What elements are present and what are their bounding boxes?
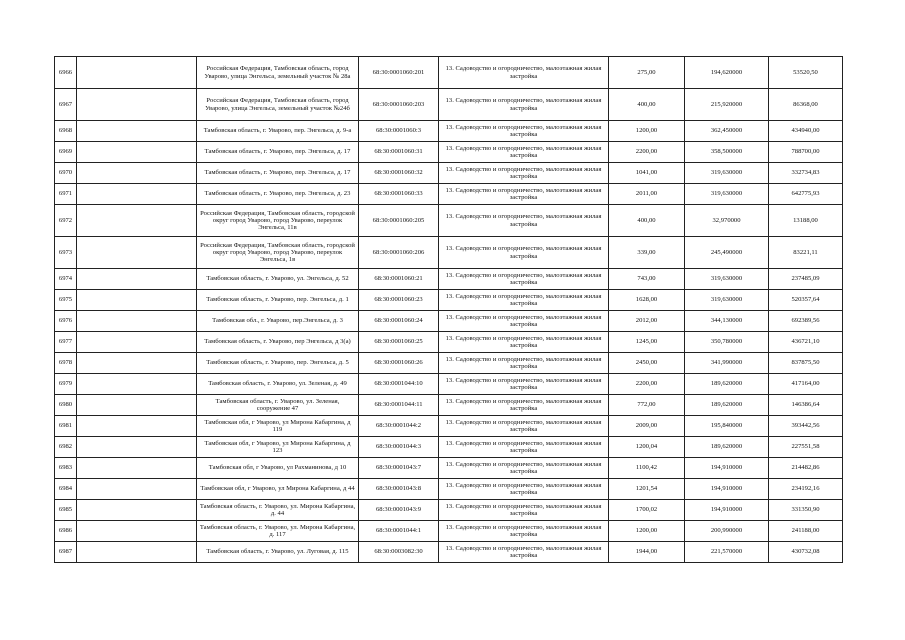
specific-value-cell: 200,990000 bbox=[685, 521, 769, 542]
table-row bbox=[55, 290, 843, 311]
row-number-cell: 6976 bbox=[55, 311, 77, 332]
cadastral-number-cell: 68:30:0001060:24 bbox=[359, 311, 439, 332]
cadastral-value-cell: 331350,90 bbox=[769, 500, 843, 521]
row-number-cell: 6984 bbox=[55, 479, 77, 500]
row-number-cell: 6987 bbox=[55, 542, 77, 563]
table-row bbox=[55, 395, 843, 416]
specific-value-cell: 221,570000 bbox=[685, 542, 769, 563]
land-use-cell: 13. Садоводство и огородничество, малоэтажная жилая застройка bbox=[439, 205, 609, 237]
row-number-cell: 6973 bbox=[55, 237, 77, 269]
land-use-cell: 13. Садоводство и огородничество, малоэтажная жилая застройка bbox=[439, 237, 609, 269]
cadastral-value-cell: 234192,16 bbox=[769, 479, 843, 500]
area-cell: 1201,54 bbox=[609, 479, 685, 500]
land-use-cell: 13. Садоводство и огородничество, малоэтажная жилая застройка bbox=[439, 353, 609, 374]
address-cell: Тамбовская область, г. Уварово, пер. Энгельса, д. 9-а bbox=[197, 121, 359, 142]
blank-cell bbox=[77, 121, 197, 142]
cadastral-value-cell: 83221,11 bbox=[769, 237, 843, 269]
row-number-cell: 6986 bbox=[55, 521, 77, 542]
blank-cell bbox=[77, 542, 197, 563]
table-row bbox=[55, 237, 843, 269]
row-number-cell: 6980 bbox=[55, 395, 77, 416]
row-number-cell: 6978 bbox=[55, 353, 77, 374]
row-number-cell: 6982 bbox=[55, 437, 77, 458]
cadastral-number-cell: 68:30:0001060:33 bbox=[359, 184, 439, 205]
cadastral-number-cell: 68:30:0001043:9 bbox=[359, 500, 439, 521]
area-cell: 2012,00 bbox=[609, 311, 685, 332]
specific-value-cell: 319,630000 bbox=[685, 184, 769, 205]
specific-value-cell: 350,780000 bbox=[685, 332, 769, 353]
cadastral-number-cell: 68:30:0001060:25 bbox=[359, 332, 439, 353]
area-cell: 1200,00 bbox=[609, 521, 685, 542]
table-row bbox=[55, 479, 843, 500]
land-use-cell: 13. Садоводство и огородничество, малоэтажная жилая застройка bbox=[439, 458, 609, 479]
area-cell: 275,00 bbox=[609, 57, 685, 89]
land-use-cell: 13. Садоводство и огородничество, малоэтажная жилая застройка bbox=[439, 374, 609, 395]
blank-cell bbox=[77, 437, 197, 458]
specific-value-cell: 195,840000 bbox=[685, 416, 769, 437]
cadastral-number-cell: 68:30:0003082:30 bbox=[359, 542, 439, 563]
specific-value-cell: 194,620000 bbox=[685, 57, 769, 89]
land-use-cell: 13. Садоводство и огородничество, малоэтажная жилая застройка bbox=[439, 521, 609, 542]
row-number-cell: 6968 bbox=[55, 121, 77, 142]
cadastral-value-cell: 434940,00 bbox=[769, 121, 843, 142]
land-registry-table bbox=[54, 56, 843, 563]
specific-value-cell: 319,630000 bbox=[685, 269, 769, 290]
row-number-cell: 6969 bbox=[55, 142, 77, 163]
land-use-cell: 13. Садоводство и огородничество, малоэтажная жилая застройка bbox=[439, 542, 609, 563]
address-cell: Тамбовская обл, г Уварово, ул Мирона Кабаргина, д 44 bbox=[197, 479, 359, 500]
cadastral-number-cell: 68:30:0001060:201 bbox=[359, 57, 439, 89]
specific-value-cell: 32,970000 bbox=[685, 205, 769, 237]
area-cell: 743,00 bbox=[609, 269, 685, 290]
blank-cell bbox=[77, 290, 197, 311]
cadastral-number-cell: 68:30:0001060:32 bbox=[359, 163, 439, 184]
cadastral-number-cell: 68:30:0001060:3 bbox=[359, 121, 439, 142]
cadastral-number-cell: 68:30:0001060:31 bbox=[359, 142, 439, 163]
blank-cell bbox=[77, 479, 197, 500]
table-row bbox=[55, 332, 843, 353]
cadastral-number-cell: 68:30:0001060:205 bbox=[359, 205, 439, 237]
cadastral-value-cell: 520357,64 bbox=[769, 290, 843, 311]
cadastral-value-cell: 692389,56 bbox=[769, 311, 843, 332]
cadastral-value-cell: 332734,83 bbox=[769, 163, 843, 184]
cadastral-number-cell: 68:30:0001060:21 bbox=[359, 269, 439, 290]
area-cell: 400,00 bbox=[609, 205, 685, 237]
cadastral-number-cell: 68:30:0001043:8 bbox=[359, 479, 439, 500]
blank-cell bbox=[77, 205, 197, 237]
area-cell: 1200,00 bbox=[609, 121, 685, 142]
cadastral-number-cell: 68:30:0001060:206 bbox=[359, 237, 439, 269]
blank-cell bbox=[77, 458, 197, 479]
row-number-cell: 6970 bbox=[55, 163, 77, 184]
address-cell: Российская Федерация, Тамбовская область, город Уварово, улица Энгельса, земельный участок № 28а bbox=[197, 57, 359, 89]
cadastral-value-cell: 436721,10 bbox=[769, 332, 843, 353]
land-use-cell: 13. Садоводство и огородничество, малоэтажная жилая застройка bbox=[439, 437, 609, 458]
specific-value-cell: 189,620000 bbox=[685, 395, 769, 416]
table-row bbox=[55, 142, 843, 163]
table-row bbox=[55, 57, 843, 89]
cadastral-number-cell: 68:30:0001044:2 bbox=[359, 416, 439, 437]
land-use-cell: 13. Садоводство и огородничество, малоэтажная жилая застройка bbox=[439, 500, 609, 521]
land-use-cell: 13. Садоводство и огородничество, малоэтажная жилая застройка bbox=[439, 311, 609, 332]
table-row bbox=[55, 458, 843, 479]
table-row bbox=[55, 121, 843, 142]
blank-cell bbox=[77, 374, 197, 395]
blank-cell bbox=[77, 237, 197, 269]
land-use-cell: 13. Садоводство и огородничество, малоэтажная жилая застройка bbox=[439, 332, 609, 353]
address-cell: Российская Федерация, Тамбовская область, городской округ город Уварово, город Уварово, переулок Энгельса, 1в bbox=[197, 237, 359, 269]
land-use-cell: 13. Садоводство и огородничество, малоэтажная жилая застройка bbox=[439, 395, 609, 416]
table-body bbox=[55, 57, 843, 563]
cadastral-value-cell: 393442,56 bbox=[769, 416, 843, 437]
area-cell: 1245,00 bbox=[609, 332, 685, 353]
cadastral-value-cell: 146386,64 bbox=[769, 395, 843, 416]
cadastral-value-cell: 417164,00 bbox=[769, 374, 843, 395]
area-cell: 1041,00 bbox=[609, 163, 685, 184]
land-use-cell: 13. Садоводство и огородничество, малоэтажная жилая застройка bbox=[439, 163, 609, 184]
row-number-cell: 6985 bbox=[55, 500, 77, 521]
blank-cell bbox=[77, 332, 197, 353]
table-row bbox=[55, 89, 843, 121]
cadastral-value-cell: 430732,08 bbox=[769, 542, 843, 563]
blank-cell bbox=[77, 269, 197, 290]
land-use-cell: 13. Садоводство и огородничество, малоэтажная жилая застройка bbox=[439, 290, 609, 311]
land-use-cell: 13. Садоводство и огородничество, малоэтажная жилая застройка bbox=[439, 184, 609, 205]
row-number-cell: 6979 bbox=[55, 374, 77, 395]
cadastral-number-cell: 68:30:0001044:10 bbox=[359, 374, 439, 395]
cadastral-number-cell: 68:30:0001044:1 bbox=[359, 521, 439, 542]
table-row bbox=[55, 353, 843, 374]
address-cell: Российская Федерация, Тамбовская область, город Уварово, улица Энгельса, земельный участок №24б bbox=[197, 89, 359, 121]
specific-value-cell: 194,910000 bbox=[685, 458, 769, 479]
land-use-cell: 13. Садоводство и огородничество, малоэтажная жилая застройка bbox=[439, 479, 609, 500]
blank-cell bbox=[77, 500, 197, 521]
area-cell: 400,00 bbox=[609, 89, 685, 121]
table-row bbox=[55, 184, 843, 205]
table-row bbox=[55, 437, 843, 458]
blank-cell bbox=[77, 57, 197, 89]
address-cell: Тамбовская область, г. Уварово, ул. Энгельса, д. 52 bbox=[197, 269, 359, 290]
area-cell: 2009,00 bbox=[609, 416, 685, 437]
area-cell: 1628,00 bbox=[609, 290, 685, 311]
row-number-cell: 6983 bbox=[55, 458, 77, 479]
row-number-cell: 6974 bbox=[55, 269, 77, 290]
address-cell: Тамбовская область, г. Уварово, пер. Энгельса, д. 17 bbox=[197, 163, 359, 184]
specific-value-cell: 215,920000 bbox=[685, 89, 769, 121]
address-cell: Тамбовская область, г. Уварово, пер. Энгельса, д. 5 bbox=[197, 353, 359, 374]
blank-cell bbox=[77, 395, 197, 416]
specific-value-cell: 358,500000 bbox=[685, 142, 769, 163]
cadastral-value-cell: 227551,58 bbox=[769, 437, 843, 458]
land-use-cell: 13. Садоводство и огородничество, малоэтажная жилая застройка bbox=[439, 269, 609, 290]
cadastral-value-cell: 788700,00 bbox=[769, 142, 843, 163]
table-row bbox=[55, 311, 843, 332]
specific-value-cell: 194,910000 bbox=[685, 500, 769, 521]
row-number-cell: 6966 bbox=[55, 57, 77, 89]
specific-value-cell: 189,620000 bbox=[685, 374, 769, 395]
address-cell: Тамбовская область, г. Уварово, ул. Луговая, д. 115 bbox=[197, 542, 359, 563]
land-use-cell: 13. Садоводство и огородничество, малоэтажная жилая застройка bbox=[439, 142, 609, 163]
address-cell: Тамбовская область, г. Уварово, ул. Мирона Кабаргина, д. 117 bbox=[197, 521, 359, 542]
cadastral-number-cell: 68:30:0001043:7 bbox=[359, 458, 439, 479]
address-cell: Тамбовская область, г. Уварово, пер. Энгельса, д. 1 bbox=[197, 290, 359, 311]
blank-cell bbox=[77, 142, 197, 163]
specific-value-cell: 189,620000 bbox=[685, 437, 769, 458]
specific-value-cell: 362,450000 bbox=[685, 121, 769, 142]
table-row bbox=[55, 542, 843, 563]
blank-cell bbox=[77, 311, 197, 332]
row-number-cell: 6972 bbox=[55, 205, 77, 237]
address-cell: Российская Федерация, Тамбовская область, городской округ город Уварово, город Уварово, переулок Энгельса, 11в bbox=[197, 205, 359, 237]
area-cell: 1200,04 bbox=[609, 437, 685, 458]
address-cell: Тамбовская область, г. Уварово, пер Энгельса, д 3(а) bbox=[197, 332, 359, 353]
specific-value-cell: 319,630000 bbox=[685, 163, 769, 184]
row-number-cell: 6967 bbox=[55, 89, 77, 121]
blank-cell bbox=[77, 184, 197, 205]
cadastral-value-cell: 13188,00 bbox=[769, 205, 843, 237]
area-cell: 2200,00 bbox=[609, 374, 685, 395]
cadastral-number-cell: 68:30:0001060:203 bbox=[359, 89, 439, 121]
area-cell: 2200,00 bbox=[609, 142, 685, 163]
table-row bbox=[55, 416, 843, 437]
table-row bbox=[55, 205, 843, 237]
area-cell: 339,00 bbox=[609, 237, 685, 269]
area-cell: 1700,02 bbox=[609, 500, 685, 521]
address-cell: Тамбовская обл., г. Уварово, пер.Энгельса, д. 3 bbox=[197, 311, 359, 332]
address-cell: Тамбовская обл, г Уварово, ул Мирона Кабаргина, д 119 bbox=[197, 416, 359, 437]
area-cell: 1944,00 bbox=[609, 542, 685, 563]
row-number-cell: 6971 bbox=[55, 184, 77, 205]
address-cell: Тамбовская обл, г Уварово, ул Рахманинова, д 10 bbox=[197, 458, 359, 479]
address-cell: Тамбовская область, г. Уварово, пер. Энгельса, д. 23 bbox=[197, 184, 359, 205]
row-number-cell: 6981 bbox=[55, 416, 77, 437]
specific-value-cell: 245,490000 bbox=[685, 237, 769, 269]
address-cell: Тамбовская обл, г Уварово, ул Мирона Кабаргина, д 123 bbox=[197, 437, 359, 458]
land-use-cell: 13. Садоводство и огородничество, малоэтажная жилая застройка bbox=[439, 416, 609, 437]
address-cell: Тамбовская область, г. Уварово, ул. Зеленая, сооружение 47 bbox=[197, 395, 359, 416]
cadastral-number-cell: 68:30:0001060:26 bbox=[359, 353, 439, 374]
row-number-cell: 6975 bbox=[55, 290, 77, 311]
specific-value-cell: 194,910000 bbox=[685, 479, 769, 500]
blank-cell bbox=[77, 163, 197, 184]
cadastral-value-cell: 642775,93 bbox=[769, 184, 843, 205]
row-number-cell: 6977 bbox=[55, 332, 77, 353]
blank-cell bbox=[77, 521, 197, 542]
table-row bbox=[55, 163, 843, 184]
blank-cell bbox=[77, 89, 197, 121]
cadastral-number-cell: 68:30:0001044:11 bbox=[359, 395, 439, 416]
cadastral-number-cell: 68:30:0001060:23 bbox=[359, 290, 439, 311]
area-cell: 1100,42 bbox=[609, 458, 685, 479]
address-cell: Тамбовская область, г. Уварово, ул. Мирона Кабаргина, д. 44 bbox=[197, 500, 359, 521]
address-cell: Тамбовская область, г. Уварово, ул. Зеленая, д. 49 bbox=[197, 374, 359, 395]
cadastral-value-cell: 241188,00 bbox=[769, 521, 843, 542]
area-cell: 2450,00 bbox=[609, 353, 685, 374]
land-use-cell: 13. Садоводство и огородничество, малоэтажная жилая застройка bbox=[439, 89, 609, 121]
blank-cell bbox=[77, 353, 197, 374]
cadastral-value-cell: 237485,09 bbox=[769, 269, 843, 290]
cadastral-value-cell: 86368,00 bbox=[769, 89, 843, 121]
table-row bbox=[55, 374, 843, 395]
cadastral-value-cell: 837875,50 bbox=[769, 353, 843, 374]
land-use-cell: 13. Садоводство и огородничество, малоэтажная жилая застройка bbox=[439, 57, 609, 89]
specific-value-cell: 341,990000 bbox=[685, 353, 769, 374]
table-row bbox=[55, 269, 843, 290]
address-cell: Тамбовская область, г. Уварово, пер. Энгельса, д. 17 bbox=[197, 142, 359, 163]
cadastral-value-cell: 214482,86 bbox=[769, 458, 843, 479]
cadastral-number-cell: 68:30:0001044:3 bbox=[359, 437, 439, 458]
specific-value-cell: 319,630000 bbox=[685, 290, 769, 311]
area-cell: 772,00 bbox=[609, 395, 685, 416]
area-cell: 2011,00 bbox=[609, 184, 685, 205]
land-use-cell: 13. Садоводство и огородничество, малоэтажная жилая застройка bbox=[439, 121, 609, 142]
blank-cell bbox=[77, 416, 197, 437]
table-row bbox=[55, 500, 843, 521]
cadastral-value-cell: 53520,50 bbox=[769, 57, 843, 89]
table-row bbox=[55, 521, 843, 542]
specific-value-cell: 344,130000 bbox=[685, 311, 769, 332]
